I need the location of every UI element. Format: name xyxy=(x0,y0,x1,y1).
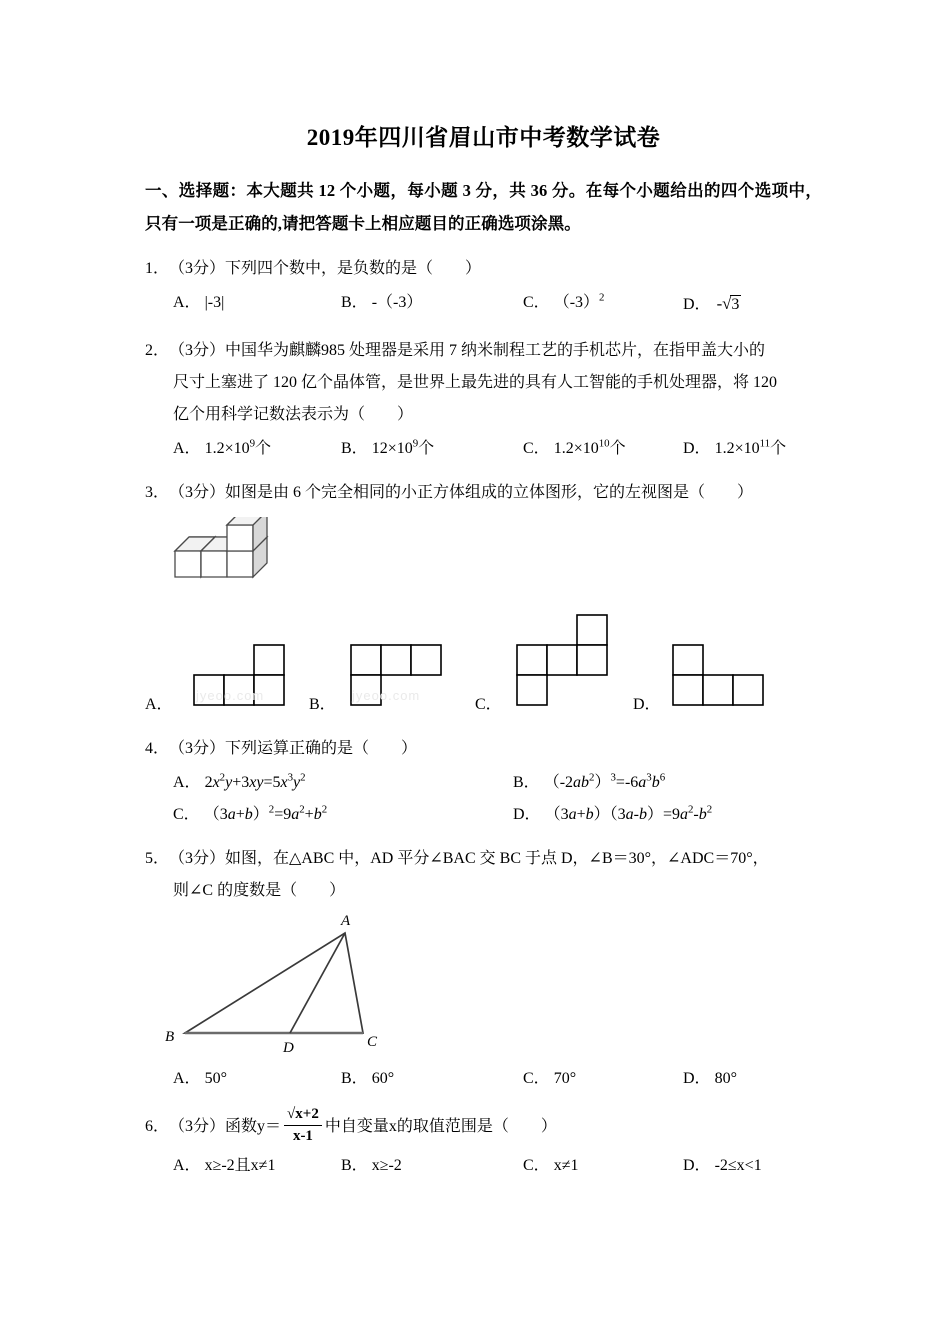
question-6-points: （3分） xyxy=(169,1118,226,1136)
question-3-option-b-label: B． xyxy=(309,696,336,714)
question-2 xyxy=(145,335,822,465)
question-1-number: 1． xyxy=(145,260,170,278)
question-6 xyxy=(145,1107,822,1182)
question-1-options xyxy=(145,287,822,323)
question-4-option-row-2 xyxy=(173,799,822,831)
question-5-option-row xyxy=(173,1063,822,1095)
exponent: 2 xyxy=(599,291,605,304)
question-2-stem xyxy=(145,335,822,367)
vertex-label-a: A xyxy=(341,913,351,930)
question-1-option-d[interactable]: D． -√3 xyxy=(683,287,741,321)
question-3-stem xyxy=(145,477,822,509)
question-2-points: （3分） xyxy=(169,342,226,360)
q4a-expr: $2x^2y+3xy=5x^3y^2$ xyxy=(204,771,306,792)
question-1-stem xyxy=(145,253,822,285)
q4b-expr: $(-2ab^2)^3=-6a^3b^6$ xyxy=(543,771,666,792)
question-5-option-b[interactable]: B． 60° xyxy=(341,1070,395,1088)
vertex-label-d: D xyxy=(283,1040,294,1057)
question-4-option-c[interactable]: C． $(3a+b)^2=9a^2+b^2$ xyxy=(173,803,328,824)
watermark-2: jyeoo.com xyxy=(352,688,421,703)
question-5-number: 5． xyxy=(145,850,170,868)
question-2-option-a[interactable]: A． $1.2\times 10^9$个 xyxy=(173,437,272,458)
six-cubes-solid-figure xyxy=(145,509,822,609)
question-4-number: 4． xyxy=(145,740,170,758)
question-6-text-before: 函数y＝ xyxy=(225,1118,282,1136)
question-4-option-b[interactable]: B． $(-2ab^2)^3=-6a^3b^6$ xyxy=(513,771,666,792)
question-3-option-c-figure[interactable] xyxy=(513,613,609,721)
question-6-option-b[interactable]: B． x≥-2 xyxy=(341,1156,402,1174)
watermark-1: jyeoo.com xyxy=(196,688,265,703)
question-1-text: 下列四个数中，是负数的是（ ） xyxy=(225,260,482,278)
numerator-text: x+2 xyxy=(295,1106,319,1123)
question-5-option-c[interactable]: C． 70° xyxy=(523,1070,577,1088)
question-6-stem xyxy=(145,1107,822,1148)
q4c-expr: $(3a+b)^2=9a^2+b^2$ xyxy=(203,803,328,824)
question-3-number: 3． xyxy=(145,484,170,502)
question-3-option-figures xyxy=(145,613,822,721)
question-5 xyxy=(145,843,822,1095)
question-4-text: 下列运算正确的是（ ） xyxy=(225,740,418,758)
q4d-expr: $(3a+b)(3a-b)=9a^2-b^2$ xyxy=(544,803,713,824)
question-2-number: 2． xyxy=(145,342,170,360)
question-3-option-d-figure[interactable] xyxy=(669,643,765,721)
question-1-option-a[interactable]: A． |-3| xyxy=(173,294,225,312)
question-5-points: （3分） xyxy=(169,850,226,868)
question-5-option-a[interactable]: A． 50° xyxy=(173,1070,227,1088)
question-3-option-c-label: C． xyxy=(475,696,502,714)
question-3-option-b-figure[interactable] xyxy=(347,643,443,721)
question-5-stem xyxy=(145,843,822,875)
fraction-numerator: √x+2 xyxy=(284,1105,322,1126)
question-2-line-2: 尺寸上塞进了 120 亿个晶体管，是世界上最先进的具有人工智能的手机处理器，将 120 xyxy=(173,374,778,392)
question-3-option-a-figure[interactable] xyxy=(190,643,286,721)
radical-sqrt-3: -√3 xyxy=(716,294,740,314)
vertex-label-c: C xyxy=(367,1034,378,1051)
question-4-stem xyxy=(145,733,822,765)
question-5-option-d[interactable]: D． 80° xyxy=(683,1070,737,1088)
question-3-option-a-label: A． xyxy=(145,696,173,714)
question-4-option-a[interactable]: A． $2x^2y+3xy=5x^3y^2$ xyxy=(173,771,306,792)
question-6-options xyxy=(145,1150,822,1182)
question-6-text-after: 中自变量x的取值范围是（ ） xyxy=(324,1118,557,1136)
section-instructions: 一、选择题：本大题共 12 个小题，每小题 3 分，共 36 分。在每个小题给出的四个选项中，只有一项是正确的,请把答题卡上相应题目的正确选项涂黑。 xyxy=(145,180,822,234)
fraction-sqrt-x-plus-2-over-x-minus-1 xyxy=(284,1105,322,1146)
question-2-line-3: 亿个用科学记数法表示为（ ） xyxy=(173,406,414,424)
triangle-abc-svg xyxy=(155,911,415,1059)
question-6-option-a[interactable]: A． x≥-2且x≠1 xyxy=(173,1156,276,1174)
question-3-points: （3分） xyxy=(169,484,226,502)
question-4 xyxy=(145,733,822,831)
question-2-option-c[interactable]: C． $1.2\times 10^{10}$个 xyxy=(523,437,626,458)
question-1 xyxy=(145,253,822,323)
question-1-option-row xyxy=(173,287,822,323)
question-1-points: （3分） xyxy=(169,260,226,278)
page-title: 2019年四川省眉山市中考数学试卷 xyxy=(306,125,661,150)
question-5-options xyxy=(145,1063,822,1095)
question-4-option-row-1 xyxy=(173,767,822,799)
question-6-option-row xyxy=(173,1150,822,1182)
question-2-option-d[interactable]: D． $1.2\times 10^{11}$个 xyxy=(683,437,787,458)
question-5-line-2: 则∠C 的度数是（ ） xyxy=(173,882,346,900)
six-cubes-svg xyxy=(161,517,351,603)
question-4-option-d[interactable]: D． $(3a+b)(3a-b)=9a^2-b^2$ xyxy=(513,803,713,824)
fraction-denominator: x-1 xyxy=(292,1127,313,1144)
question-3 xyxy=(145,477,822,721)
question-6-number: 6． xyxy=(145,1118,170,1136)
triangle-abc-figure xyxy=(145,907,822,1061)
question-2-options xyxy=(145,433,822,465)
question-3-text: 如图是由 6 个完全相同的小正方体组成的立体图形，它的左视图是（ ） xyxy=(225,484,754,502)
vertex-label-b: B xyxy=(165,1029,175,1046)
question-5-line-1: 如图，在△ABC 中，AD 平分∠BAC 交 BC 于点 D，∠B＝30°，∠ADC＝70°， xyxy=(225,850,769,868)
question-1-option-b[interactable]: B． -（-3） xyxy=(341,294,423,312)
question-2-option-row xyxy=(173,433,822,465)
question-6-option-c[interactable]: C． x≠1 xyxy=(523,1156,579,1174)
question-2-option-b[interactable]: B． $12\times 10^9$个 xyxy=(341,437,435,458)
question-4-options xyxy=(145,767,822,831)
question-3-option-d-label: D． xyxy=(633,696,661,714)
question-4-points: （3分） xyxy=(169,740,226,758)
question-1-option-c[interactable]: C． $(-3)^2$ xyxy=(523,291,605,312)
question-6-option-d[interactable]: D． -2≤x<1 xyxy=(683,1156,762,1174)
question-2-line-1: 中国华为麒麟985 处理器是采用 7 纳米制程工艺的手机芯片，在指甲盖大小的 xyxy=(225,342,766,360)
